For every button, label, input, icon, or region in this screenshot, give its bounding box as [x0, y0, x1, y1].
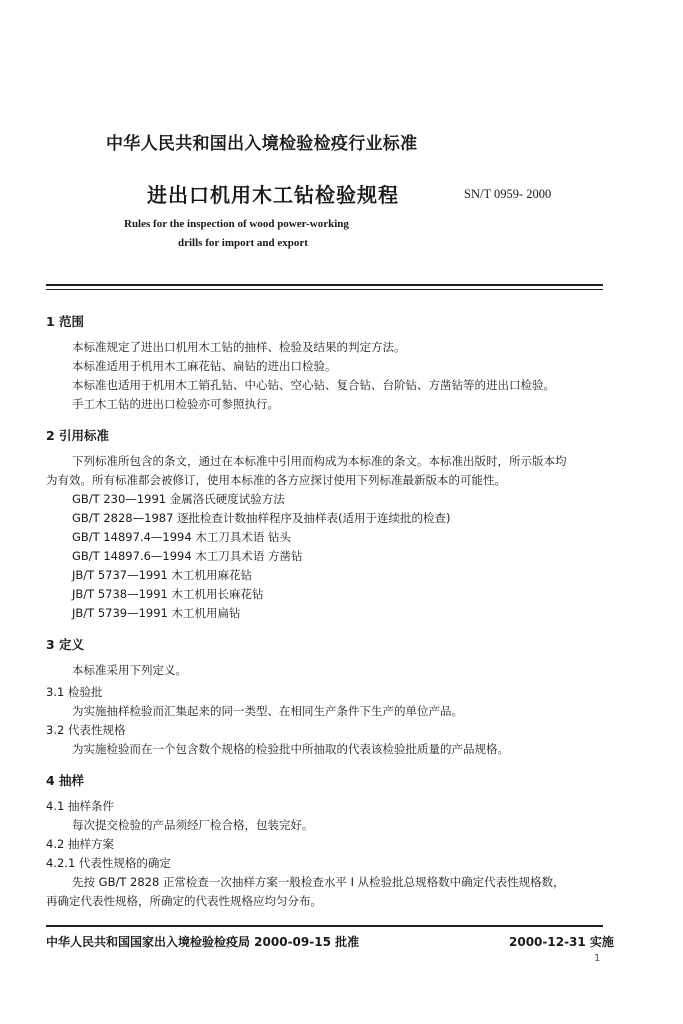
- approval-statement: 中华人民共和国国家出入境检验检疫局 2000-09-15 批准: [46, 935, 360, 949]
- reference-item: GB/T 14897.4—1994 木工刀具术语 钻头: [72, 530, 291, 544]
- reference-item: GB/T 230—1991 金属洛氏硬度试验方法: [72, 492, 285, 506]
- reference-item: GB/T 2828—1987 逐批检查计数抽样程序及抽样表(适用于连续批的检查): [72, 511, 451, 525]
- subsection-4-2-1-paragraph: 先按 GB/T 2828 正常检查一次抽样方案一般检查水平 I 从检验批总规格数中确定代表性规格数，: [72, 875, 565, 889]
- subsection-4-1-heading: 4.1 抽样条件: [46, 799, 114, 813]
- page-number: 1: [594, 953, 601, 964]
- header-rule-bottom: [46, 289, 603, 290]
- standard-number: SN/T 0959- 2000: [464, 187, 552, 201]
- reference-item: GB/T 14897.6—1994 木工刀具术语 方凿钻: [72, 549, 303, 563]
- section-1-paragraph: 手工木工钻的进出口检验亦可参照执行。: [72, 397, 279, 411]
- subsection-4-2-1-heading: 4.2.1 代表性规格的确定: [46, 856, 171, 870]
- footer-rule: [46, 925, 603, 927]
- section-2-paragraph: 为有效。所有标准都会被修订，使用本标准的各方应探讨使用下列标准最新版本的可能性。: [46, 473, 506, 487]
- section-1-paragraph: 本标准规定了进出口机用木工钻的抽样、检验及结果的判定方法。: [72, 340, 406, 354]
- header-rule-top: [46, 284, 603, 286]
- english-title-line-1: Rules for the inspection of wood power-working: [124, 218, 349, 230]
- section-4-heading: 4 抽样: [46, 773, 85, 788]
- subsection-3-2-paragraph: 为实施检验而在一个包含数个规格的检验批中所抽取的代表该检验批质量的产品规格。: [72, 742, 509, 756]
- subsection-4-1-paragraph: 每次提交检验的产品须经厂检合格，包装完好。: [72, 818, 314, 832]
- reference-item: JB/T 5737—1991 木工机用麻花钻: [72, 568, 253, 582]
- section-2-heading: 2 引用标准: [46, 428, 110, 443]
- section-1-paragraph: 本标准适用于机用木工麻花钻、扁钻的进出口检验。: [72, 359, 337, 373]
- reference-item: JB/T 5738—1991 木工机用长麻花钻: [72, 587, 264, 601]
- subsection-4-2-1-paragraph: 再确定代表性规格，所确定的代表性规格应均匀分布。: [46, 894, 322, 908]
- section-1-heading: 1 范围: [46, 314, 85, 329]
- section-3-paragraph: 本标准采用下列定义。: [72, 663, 187, 677]
- implementation-date: 2000-12-31 实施: [509, 935, 614, 949]
- subsection-3-1-heading: 3.1 检验批: [46, 685, 103, 699]
- subsection-4-2-heading: 4.2 抽样方案: [46, 837, 114, 851]
- subsection-3-2-heading: 3.2 代表性规格: [46, 723, 126, 737]
- reference-item: JB/T 5739—1991 木工机用扁钻: [72, 606, 241, 620]
- issuing-organization: 中华人民共和国出入境检验检疫行业标准: [106, 134, 418, 154]
- section-2-paragraph: 下列标准所包含的条文，通过在本标准中引用而构成为本标准的条文。本标准出版时，所示版本均: [72, 454, 567, 468]
- english-title-line-2: drills for import and export: [178, 237, 308, 249]
- section-3-heading: 3 定义: [46, 637, 85, 652]
- section-1-paragraph: 本标准也适用于机用木工销孔钻、中心钻、空心钻、复合钻、台阶钻、方凿钻等的进出口检验。: [72, 378, 555, 392]
- subsection-3-1-paragraph: 为实施抽样检验而汇集起来的同一类型、在相同生产条件下生产的单位产品。: [72, 704, 463, 718]
- document-title: 进出口机用木工钻检验规程: [147, 183, 399, 207]
